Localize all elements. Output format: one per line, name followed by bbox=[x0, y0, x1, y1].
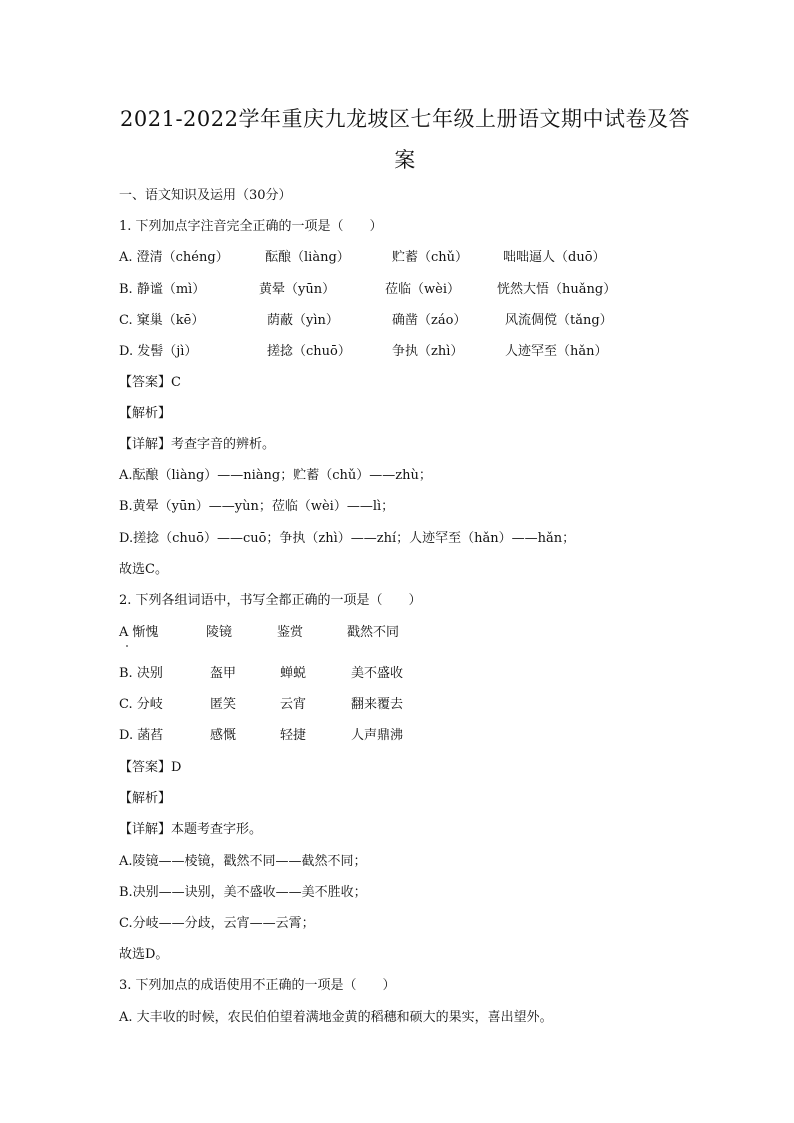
q3-option-a: A. 大丰收的时候，农民伯伯望着满地金黄的稻穗和硕大的果实，喜出望外。 bbox=[119, 1010, 553, 1025]
q2-option-a-3: 鉴赏 bbox=[277, 625, 304, 640]
q2-option-b-2: 盔甲 bbox=[210, 666, 237, 681]
q2-option-a-1: A 惭愧 bbox=[119, 625, 159, 640]
q1-detail-line-b: B.黄晕（yūn）——yùn；莅临（wèi）——lì； bbox=[119, 499, 395, 514]
q1-detail-line-a: A.酝酿（liàng）——niàng；贮蓄（chǔ）——zhù； bbox=[119, 468, 432, 483]
q1-option-a-1: A. 澄清（chéng） bbox=[119, 250, 229, 265]
q1-option-b-3: 莅临（wèi） bbox=[385, 282, 460, 297]
q1-option-c-4: 风流倜傥（tǎng） bbox=[505, 313, 613, 328]
q3-stem: 3. 下列加点的成语使用不正确的一项是（ ） bbox=[119, 978, 396, 993]
q1-option-c-3: 确凿（záo） bbox=[392, 313, 467, 328]
q1-option-d-4: 人迹罕至（hǎn） bbox=[505, 344, 608, 359]
q2-conclusion: 故选D。 bbox=[119, 947, 169, 962]
q2-option-d-3: 轻捷 bbox=[280, 728, 307, 743]
q2-detail-line-a: A.陵镜——棱镜，戳然不同——截然不同； bbox=[119, 854, 367, 869]
q2-option-c-4: 翻来覆去 bbox=[351, 697, 404, 712]
q1-option-d-3: 争执（zhì） bbox=[392, 344, 464, 359]
q1-option-a-3: 贮蓄（chǔ） bbox=[392, 250, 469, 265]
q2-option-b-3: 蝉蜕 bbox=[280, 666, 307, 681]
q2-answer: 【答案】D bbox=[119, 760, 182, 775]
q2-option-c-3: 云宵 bbox=[280, 697, 307, 712]
q1-option-b-1: B. 静谧（mì） bbox=[119, 282, 206, 297]
q2-analysis: 【解析】 bbox=[119, 791, 172, 806]
q2-stem: 2. 下列各组词语中，书写全都正确的一项是（ ） bbox=[119, 593, 422, 608]
q1-answer: 【答案】C bbox=[119, 375, 181, 390]
q2-detail-line-b: B.决别——诀别，美不盛收——美不胜收； bbox=[119, 885, 367, 900]
q1-option-b-2: 黄晕（yūn） bbox=[259, 282, 336, 297]
q1-option-a-2: 酝酿（liàng） bbox=[265, 250, 350, 265]
q1-analysis: 【解析】 bbox=[119, 406, 172, 421]
q2-option-a-2: 陵镜 bbox=[206, 625, 233, 640]
document-title-line-1: 2021-2022学年重庆九龙坡区七年级上册语文期中试卷及答 bbox=[120, 107, 690, 131]
q1-option-d-1: D. 发髻（jì） bbox=[119, 344, 198, 359]
q2-option-c-1: C. 分岐 bbox=[119, 697, 163, 712]
document-title-line-2: 案 bbox=[394, 148, 416, 172]
q2-detail: 【详解】本题考查字形。 bbox=[119, 822, 263, 837]
q1-stem: 1. 下列加点字注音完全正确的一项是（ ） bbox=[119, 219, 383, 234]
q2-option-b-4: 美不盛收 bbox=[351, 666, 404, 681]
q1-option-d-2: 搓捻（chuō） bbox=[267, 344, 351, 359]
q1-option-c-1: C. 窠巢（kē） bbox=[119, 313, 205, 328]
section-heading: 一、语文知识及运用（30分） bbox=[119, 188, 292, 203]
q1-detail-line-d: D.搓捻（chuō）——cuō；争执（zhì）——zhí；人迹罕至（hǎn）——hǎn； bbox=[119, 531, 576, 546]
q2-detail-line-c: C.分岐——分歧，云宵——云霄； bbox=[119, 916, 315, 931]
q1-detail: 【详解】考查字音的辨析。 bbox=[119, 437, 276, 452]
q2-option-b-1: B. 决别 bbox=[119, 666, 163, 681]
q1-option-a-4: 咄咄逼人（duō） bbox=[503, 250, 606, 265]
q2-option-d-4: 人声鼎沸 bbox=[351, 728, 404, 743]
q1-option-b-4: 恍然大悟（huǎng） bbox=[497, 282, 617, 297]
q2-option-a-4: 戳然不同 bbox=[347, 625, 400, 640]
q1-conclusion: 故选C。 bbox=[119, 562, 168, 577]
q2-option-d-2: 感慨 bbox=[210, 728, 237, 743]
q2-option-c-2: 匿笑 bbox=[210, 697, 237, 712]
emphasis-dot bbox=[126, 645, 128, 647]
q1-option-c-2: 荫蔽（yìn） bbox=[267, 313, 339, 328]
q2-option-d-1: D. 菡萏 bbox=[119, 728, 164, 743]
